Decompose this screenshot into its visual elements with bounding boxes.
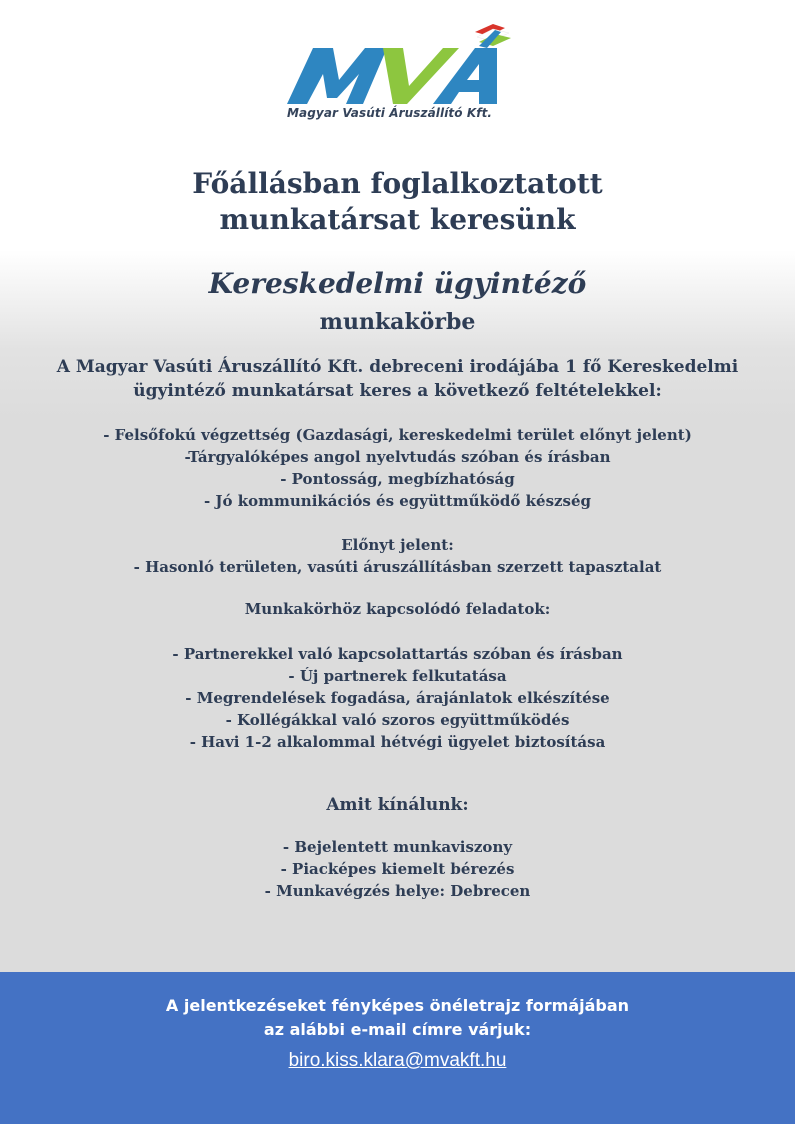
company-name: Magyar Vasúti Áruszállító Kft. [287, 106, 493, 120]
intro-text [0, 355, 795, 403]
tasks-heading: Munkakörhöz kapcsolódó feladatok: [244, 600, 551, 618]
list-item: - Kollégákkal való szoros együttműködés [225, 711, 570, 729]
position-suffix: munkakörbe [319, 309, 476, 335]
list-item: - Piacképes kiemelt bérezés [280, 860, 515, 878]
intro-line-2: ügyintéző munkatársat keres a következő feltételekkel: [133, 381, 662, 401]
email-link[interactable]: biro.kiss.klara@mvakft.hu [288, 1050, 507, 1071]
list-item: - Pontosság, megbízhatóság [280, 470, 515, 488]
advantage-heading: Előnyt jelent: [341, 536, 454, 554]
footer-line-2: az alábbi e-mail címre várjuk: [263, 1020, 532, 1039]
list-item: - Munkavégzés helye: Debrecen [264, 882, 531, 900]
company-logo [283, 18, 515, 130]
list-item: - Új partnerek felkutatása [288, 667, 507, 685]
page-title [0, 166, 795, 238]
title-line-2: munkatársat keresünk [219, 203, 576, 236]
title-line-1: Főállásban foglalkoztatott [192, 167, 603, 200]
logo-letter-m [287, 48, 387, 104]
footer-line-1: A jelentkezéseket fényképes önéletrajz formájában [165, 996, 630, 1015]
tasks-list [0, 643, 795, 753]
list-item: - Hasonló területen, vasúti áruszállításban szerzett tapasztalat [133, 558, 662, 576]
list-item: - Bejelentett munkaviszony [282, 838, 513, 856]
requirements-list [0, 424, 795, 512]
list-item: - Partnerekkel való kapcsolattartás szóban és írásban [172, 645, 623, 663]
contact-footer [0, 972, 795, 1124]
mva-logo-mark [283, 18, 515, 108]
list-item: - Megrendelések fogadása, árajánlatok elkészítése [185, 689, 610, 707]
list-item: -Tárgyalóképes angol nyelvtudás szóban és írásban [184, 448, 611, 466]
offer-heading: Amit kínálunk: [326, 795, 469, 815]
advantage-section [0, 534, 795, 578]
offer-list [0, 836, 795, 902]
list-item: - Felsőfokú végzettség (Gazdasági, kereskedelmi terület előnyt jelent) [103, 426, 692, 444]
position-title: Kereskedelmi ügyintéző [208, 267, 587, 300]
intro-line-1: A Magyar Vasúti Áruszállító Kft. debreceni irodájába 1 fő Kereskedelmi [56, 357, 739, 377]
list-item: - Jó kommunikációs és együttműködő készség [203, 492, 592, 510]
list-item: - Havi 1-2 alkalommal hétvégi ügyelet biztosítása [189, 733, 606, 751]
